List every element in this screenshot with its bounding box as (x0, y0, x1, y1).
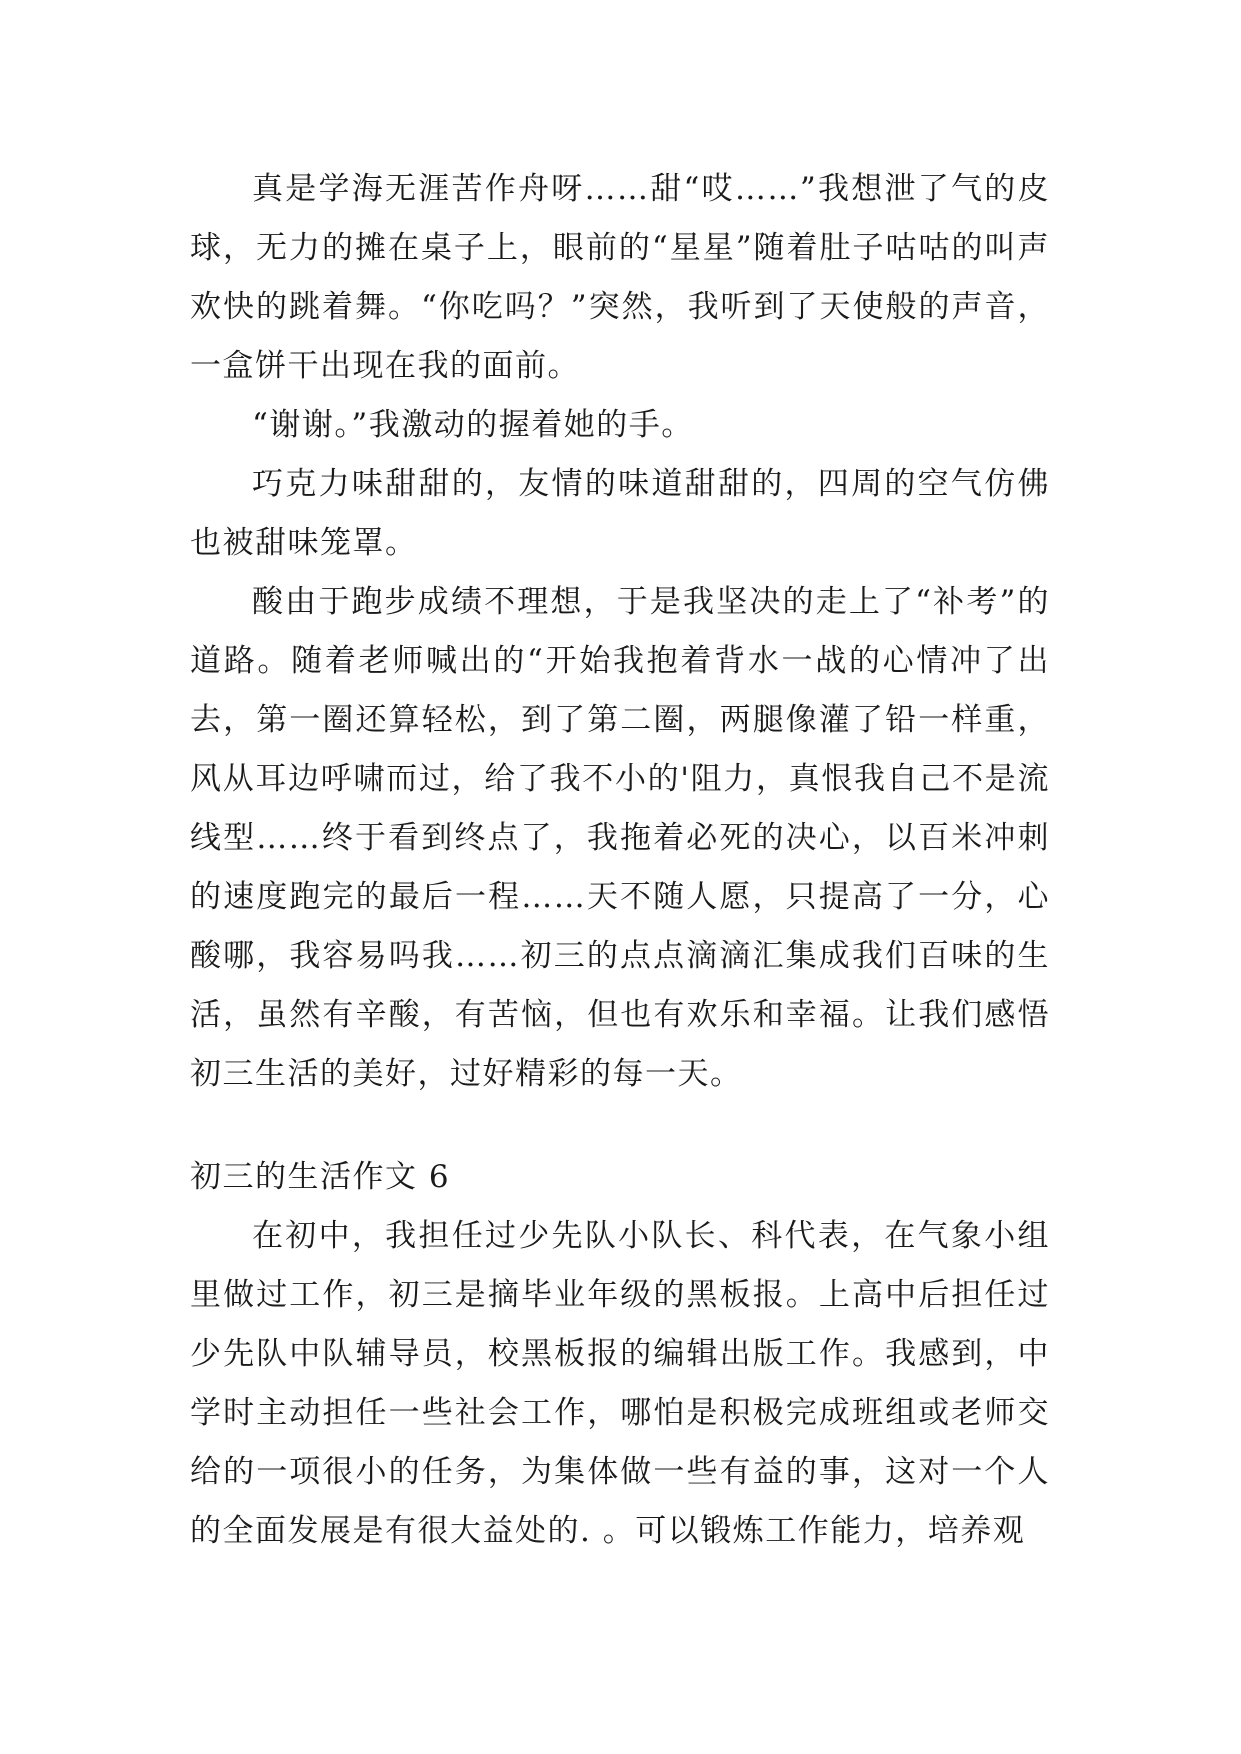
paragraph-section-6: 在初中，我担任过少先队小队长、科代表，在气象小组里做过工作，初三是摘毕业年级的黑板报。上高中后担任过少先队中队辅导员，校黑板报的编辑出版工作。我感到，中学时主动担任一些社会工作，哪怕是积极完成班组或老师交给的一项很小的任务，为集体做一些有益的事，这对一个人的全面发展是有很大益处的. 。可以锻炼工作能力，培养观 (190, 1218, 1050, 1549)
paragraph-sour: 酸由于跑步成绩不理想，于是我坚决的走上了“补考”的道路。随着老师喊出的“开始我抱着背水一战的心情冲了出去，第一圈还算轻松，到了第二圈，两腿像灌了铅一样重，风从耳边呼啸而过，给了我不小的'阻力，真恨我自己不是流线型……终于看到终点了，我拖着必死的决心，以百米冲刺的速度跑完的最后一程……天不随人愿，只提高了一分，心酸哪，我容易吗我……初三的点点滴滴汇集成我们百味的生活，虽然有辛酸，有苦恼，但也有欢乐和幸福。让我们感悟初三生活的美好，过好精彩的每一天。 (190, 584, 1050, 1092)
paragraph-sweet: 真是学海无涯苦作舟呀……甜“哎……”我想泄了气的皮球，无力的摊在桌子上，眼前的“星星”随着肚子咕咕的叫声欢快的跳着舞。“你吃吗？”突然，我听到了天使般的声音，一盒饼干出现在我的面前。 (190, 171, 1050, 384)
paragraph-chocolate: 巧克力味甜甜的，友情的味道甜甜的，四周的空气仿佛也被甜味笼罩。 (190, 466, 1050, 561)
paragraph-thanks: “谢谢。”我激动的握着她的手。 (252, 407, 694, 443)
section-title: 初三的生活作文 6 (190, 1159, 451, 1195)
document-page (190, 160, 1050, 1561)
